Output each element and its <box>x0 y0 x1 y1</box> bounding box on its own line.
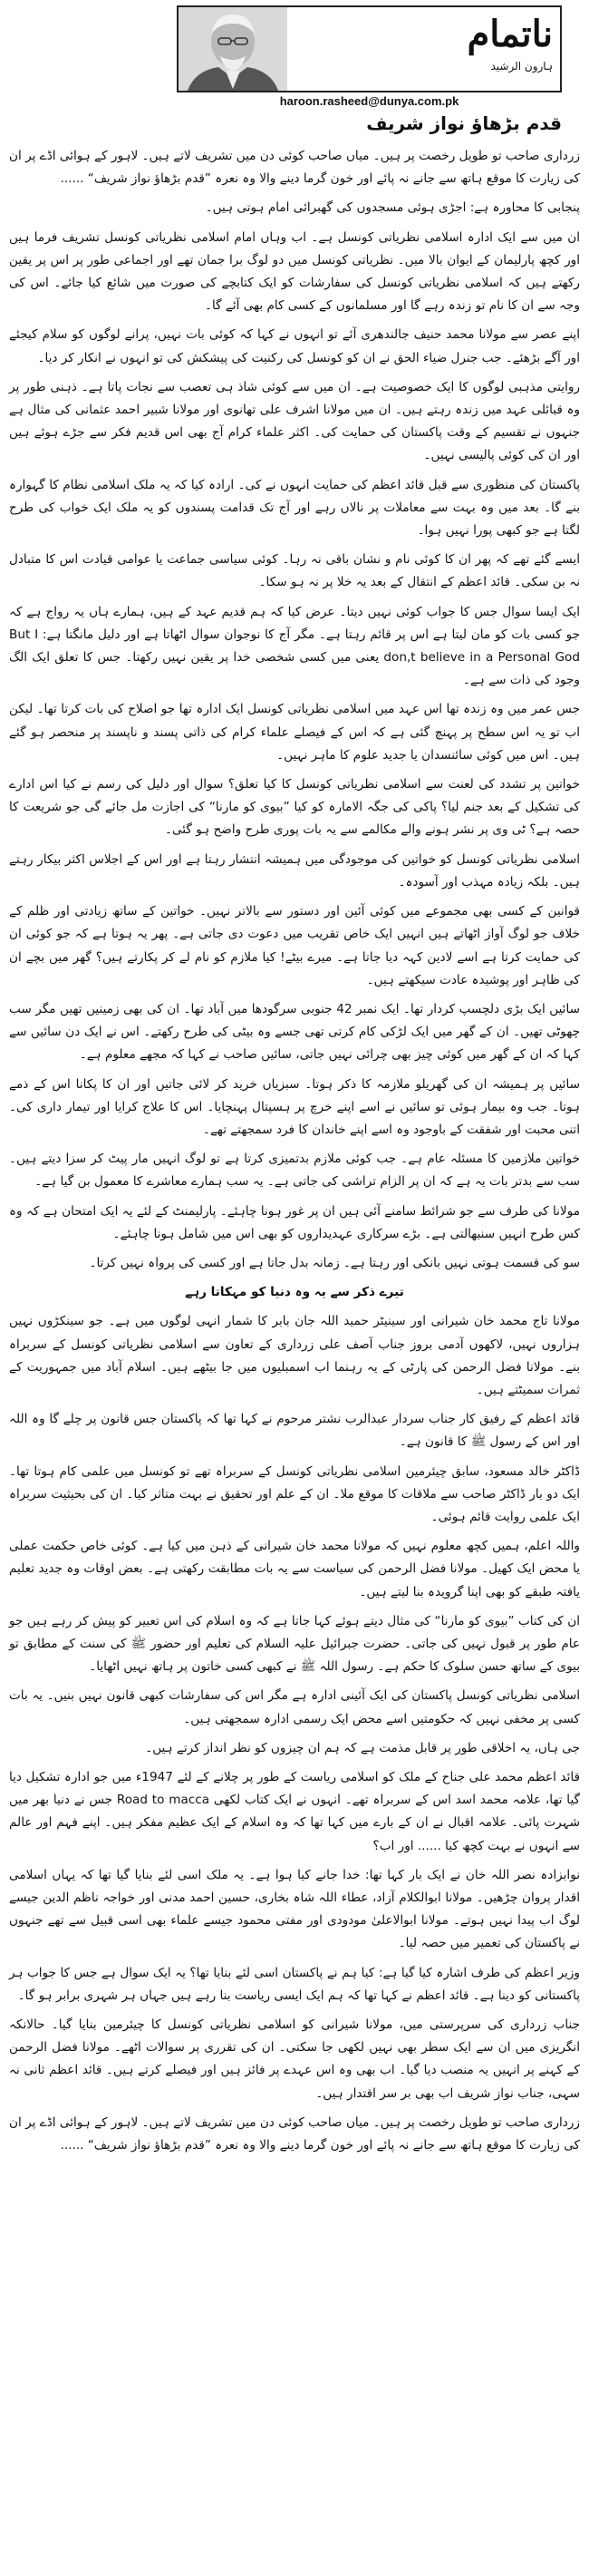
column-headline: قدم بڑھاؤ نواز شریف <box>366 112 562 134</box>
author-portrait-drawing <box>179 7 287 91</box>
article-paragraph: سائیں ایک بڑی دلچسپ کردار تھا۔ ایک نمبر 42 جنوبی سرگودھا میں آباد تھا۔ ان کی بھی زمینیں تھیں مگر سب چھوٹی تھیں۔ ان کے گھر میں ایک لڑکی کام کرتی تھی جسے وہ بیٹی کی طرح رکھتے۔ اس نے ایک دن سائیں سے کہا کہ ان کے گھر میں کوئی چیز بھی چرائی نہیں جاتی، سائیں صاحب نے کہا کہ مجھے معلوم ہے۔ <box>9 1001 580 1063</box>
article-paragraph: ایسے گئے تھے کہ پھر ان کا کوئی نام و نشان باقی نہ رہا۔ کوئی سیاسی جماعت یا عوامی قیادت اس کا متبادل نہ بن سکی۔ قائد اعظم کے انتقال کے بعد یہ خلا پر نہ ہو سکا۔ <box>9 552 580 590</box>
poetry-couplet: تیرے ذکر سے یہ وہ دنیا کو مہکاتا رہے <box>185 1285 404 1300</box>
article-paragraph: مولانا تاج محمد خان شیرانی اور سینیٹر حمید اللہ جان بابر کا شمار انہی لوگوں میں ہے۔ جو سینکڑوں نہیں ہزاروں نہیں، لاکھوں آدمی بروز جناب آصف علی زرداری کے تعاون سے اسلامی نظریاتی کونسل کے سربراہ بنے۔ مولانا فضل الرحمن کی پارٹی کے یہ رہنما اب اسمبلیوں میں جا بیٹھے ہیں۔ اسلام آباد میں جمہوریت کے ثمرات سمیٹتے ہیں۔ <box>9 1314 580 1397</box>
author-name: ہارون الرشید <box>490 60 553 73</box>
article-paragraph: جناب زرداری کی سرپرستی میں، مولانا شیرانی کو اسلامی نظریاتی کونسل کا چیئرمین بنایا گیا۔ حالانکہ انگریزی میں ان سے ایک سطر بھی نہیں لکھی جا سکتی۔ ان کی تقرری پر سوالات اٹھے۔ مولانا فضل الرحمن کے کہنے پر انہیں یہ منصب دیا گیا۔ اب بھی وہ اس عہدے پر فائز ہیں اور فیصلے کرتے ہیں۔ قائد اعظم ثانی نہ سہی، جناب نواز شریف اب بھی بر سر اقتدار ہیں۔ <box>9 2017 580 2101</box>
article-paragraph: مولانا کی طرف سے جو شرائط سامنے آئی ہیں ان پر غور ہونا چاہئے۔ پارلیمنٹ کے لئے یہ ایک امتحان ہے کہ وہ کس طرح انہیں سنبھالتی ہے۔ بڑے سرکاری عہدیداروں کو بھی اس میں شامل ہونا چاہئے۔ <box>9 1203 580 1241</box>
article-paragraph: ان کی کتاب ”بیوی کو مارنا“ کی مثال دیتے ہوئے کہا جاتا ہے کہ وہ اسلام کی اس تعبیر کو پیش کر رہے ہیں جو عام طور پر قبول نہیں کی جاتی۔ حضرت جبرائیل علیہ السلام کی تعلیم اور حضور ﷺ کی سنت کے مطابق تو بیوی کے ساتھ حسن سلوک کا حکم ہے۔ رسول اللہ ﷺ نے کبھی کسی خاتون پر ہاتھ نہیں اٹھایا۔ <box>9 1613 580 1675</box>
article-paragraph: خواتین پر تشدد کی لعنت سے اسلامی نظریاتی کونسل کا کیا تعلق؟ سوال اور دلیل کی رسم نے کیا اس ادارے کی تشکیل کے بعد جنم لیا؟ پاکی کی جگہ الامارہ کو کیا ”بیوی کو مارنا“ کی اجازت مل جائے گی جو شریعت کا حصہ ہے؟ ٹی وی پر نشر ہونے والے مکالمے سے یہ بات پوری طرح واضح ہو گئی۔ <box>9 777 580 838</box>
article-paragraph: وزیر اعظم کی طرف اشارہ کیا گیا ہے: کیا ہم نے پاکستان اسی لئے بنایا تھا؟ یہ ایک سوال ہے جس کا جواب ہر پاکستانی کو دینا ہے۔ قائد اعظم نے کہا تھا کہ ہم ایک ایسی ریاست بنا رہے ہیں جہاں ہر شہری برابر ہو گا۔ <box>9 1965 580 2003</box>
author-email[interactable]: haroon.rasheed@dunya.com.pk <box>279 94 459 108</box>
article-paragraph: خواتین ملازمین کا مسئلہ عام ہے۔ جب کوئی ملازم بدتمیزی کرتا ہے تو لوگ انہیں مار پیٹ کر سزا دیتے ہیں۔ سب سے بدتر بات یہ ہے کہ ان پر الزام تراشی کی جاتی ہے۔ یہ سب ہمارے معاشرے کا معمول بن گیا ہے۔ <box>9 1152 580 1190</box>
article-body <box>9 145 580 2157</box>
article-paragraph: سو کی قسمت ہوتی نہیں بانکی اور رہتا ہے۔ زمانہ بدل جاتا ہے اور کسی کی پرواہ نہیں کرتا۔ <box>89 1255 580 1270</box>
article-paragraph: واللہ اعلم، ہمیں کچھ معلوم نہیں کہ مولانا محمد خان شیرانی کے ذہن میں کیا ہے۔ کوئی خاص حکمت عملی یا محض ایک کھیل۔ مولانا فضل الرحمن کی سیاست سے یہ بات مطابقت رکھتی ہے۔ بعض اوقات وہ جدید تعلیم یافتہ طبقے کو بھی اپنا گرویدہ بنا لیتے ہیں۔ <box>9 1539 580 1599</box>
column-masthead <box>177 5 562 92</box>
article-paragraph: پاکستان کی منظوری سے قبل قائد اعظم کی حمایت انہوں نے کی۔ ارادہ کیا کہ یہ ملک اسلامی نظام کا گہوارہ بنے گا۔ بعد میں وہ بہت سے معاملات پر نالاں رہے اور آج تک قدامت پسندوں کو یہ ملک ایک خواب کی طرح لگتا ہے جو کبھی پورا نہیں ہوا۔ <box>9 477 580 539</box>
article-paragraph: نوابزادہ نصر اللہ خان نے ایک بار کہا تھا: خدا جانے کیا ہوا ہے۔ یہ ملک اسی لئے بنایا گیا تھا کہ یہاں اسلامی اقدار پروان چڑھیں۔ مولانا ابوالکلام آزاد، عطاء اللہ شاہ بخاری، حسین احمد مدنی اور خواجہ ناظم الدین جیسے لوگ اب پیدا نہیں ہوتے۔ مولانا ابوالاعلیٰ مودودی اور مفتی محمود جیسے علماء بھی اسی قبیل سے تھے جنہوں نے پاکستان کی تعمیر میں حصہ لیا۔ <box>9 1867 580 1951</box>
article-paragraph: قائد اعظم محمد علی جناح کے ملک کو اسلامی ریاست کے طور پر چلانے کے لئے 1947ء میں جو ادارہ تشکیل دیا گیا تھا، علامہ محمد اسد اس کے سربراہ تھے۔ انہوں نے ایک کتاب لکھی Road to macca جس نے دنیا بھر میں شہرت پائی۔ علامہ اقبال نے ان کے بارے میں کہا تھا کہ وہ اسلام کے ایک عظیم مفکر ہیں۔ اپنے فہم اور عالم سے انہوں نے بہت کچھ کیا ...... اور اب؟ <box>9 1770 581 1853</box>
article-paragraph: پنجابی کا محاورہ ہے: اجڑی ہوئی مسجدوں کی گھبرائی امام ہوتی ہیں۔ <box>205 200 580 216</box>
article-paragraph: ان میں سے ایک ادارہ اسلامی نظریاتی کونسل ہے۔ اب وہاں امام اسلامی نظریاتی کونسل تشریف فرما ہیں اور کچھ پارلیمان کے ایوان بالا میں۔ نظریاتی کونسل میں دو لوگ برا جمان تھے اور اجماعی طور پر اس پر یقین رکھتے ہیں کہ اسلامی نظریاتی کونسل کی سفارشات کو ایک کتابچے کی صورت میں شائع کیا جائے۔ اس کی وجہ سے ان کا نام تو زندہ رہے گا اور مسلمانوں کے کسی کام بھی آئے گا۔ <box>9 229 580 314</box>
column-brand: ناتمام <box>467 13 553 55</box>
article-paragraph: جی ہاں، یہ اخلاقی طور پر قابل مذمت ہے کہ ہم ان چیزوں کو نظر انداز کرتے ہیں۔ <box>145 1740 580 1755</box>
article-paragraph: زرداری صاحب تو طویل رخصت پر ہیں۔ میاں صاحب کوئی دن میں تشریف لاتے ہیں۔ لاہور کے ہوائی اڈے پر ان کی زیارت کا موقع ہاتھ سے جانے نہ پائے اور خون گرما دینے والا وہ نعرہ ”قدم بڑھاؤ نواز شریف“ ...... <box>9 2114 580 2153</box>
article-paragraph: ایک ایسا سوال جس کا جواب کوئی نہیں دیتا۔ عرض کیا کہ ہم قدیم عہد کے ہیں، ہمارے ہاں یہ رواج ہے کہ جو کسی بات کو مان لیتا ہے اس پر قائم رہتا ہے۔ مگر آج کا نوجوان سوال اٹھاتا ہے اور دلیل مانگتا ہے: But I don,t believe in a Personal God یعنی میں کسی شخصی خدا پر یقین نہیں رکھتا۔ جس کا تعلق ایک الگ وجود کی ذات سے ہے۔ <box>9 604 581 688</box>
article-paragraph: ڈاکٹر خالد مسعود، سابق چیئرمین اسلامی نظریاتی کونسل کے سربراہ تھے تو کونسل میں علمی کام ہوتا تھا۔ ایک دو بار ڈاکٹر صاحب سے ملاقات کا موقع ملا۔ ان کے علم اور تحقیق نے بہت متاثر کیا۔ ان کی بحیثیت سربراہ ایک علمی روایت قائم ہوئی۔ <box>9 1463 580 1524</box>
article-paragraph: قائد اعظم کے رفیق کار جناب سردار عبدالرب نشتر مرحوم نے کہا تھا کہ پاکستان جس قانون پر چلے گا وہ اللہ اور اس کے رسول ﷺ کا قانون ہے۔ <box>9 1412 580 1450</box>
article-paragraph: زرداری صاحب تو طویل رخصت پر ہیں۔ میاں صاحب کوئی دن میں تشریف لاتے ہیں۔ لاہور کے ہوائی اڈے پر ان کی زیارت کا موقع ہاتھ سے جانے نہ پائے اور خون گرما دینے والا وہ نعرہ ”قدم بڑھاؤ نواز شریف“ ...... <box>9 149 580 187</box>
article-paragraph: قوانین کے کسی بھی مجموعے میں کوئی آئین اور دستور سے بالاتر نہیں۔ خواتین کے ساتھ زیادتی اور ظلم کے خلاف جو لوگ آواز اٹھاتے ہیں انہیں ایک خاص تقریب میں دعوت دی جاتی ہے۔ پھر یہ ہوتا ہے کہ جو کوئی ان کی حمایت کرتا ہے اسے لادین کہہ دیا جاتا ہے۔ میرے بیٹے! کیا ملازم کو نام لے کر پکارتے ہیں؟ گھر میں بچے ان کی ظاہر اور پوشیدہ عادت سیکھتے ہیں۔ <box>9 904 580 987</box>
article-paragraph: روایتی مذہبی لوگوں کا ایک خصوصیت ہے۔ ان میں سے کوئی شاذ ہی تعصب سے نجات پاتا ہے۔ ذہنی طور پر وہ قبائلی عہد میں زندہ رہتے ہیں۔ ان میں مولانا اشرف علی تھانوی اور مولانا شبیر احمد عثمانی کی مثال ہے جنہوں نے تقسیم کے وقت پاکستان کی حمایت کی۔ اکثر علماء کرام آج بھی اس قدیم فکر سے جڑے ہوئے ہیں اور ان کی کوئی پالیسی نہیں۔ <box>9 379 580 463</box>
article-paragraph: اپنے عصر سے مولانا محمد حنیف جالندھری آئے تو انہوں نے کہا کہ کوئی بات نہیں، پرانے لوگوں کو سلام کیجئے اور آگے بڑھئے۔ جب جنرل ضیاء الحق نے ان کو کونسل کی رکنیت کی پیشکش کی تو انہوں نے انکار کر دیا۔ <box>9 327 580 365</box>
article-paragraph: اسلامی نظریاتی کونسل کو خواتین کی موجودگی میں ہمیشہ انتشار رہتا ہے اور اس کے اجلاس اکثر بیکار رہتے ہیں۔ بلکہ زیادہ مہذب اور آسودہ۔ <box>9 851 580 889</box>
article-paragraph: سائیں پر ہمیشہ ان کی گھریلو ملازمہ کا ذکر ہوتا۔ سبزیاں خرید کر لائی جاتیں اور ان کا پکانا اس کے ذمے ہوتا۔ جب وہ بیمار ہوئی تو سائیں نے اسے اپنے خرچ پر ہسپتال پہنچایا۔ اس کا علاج کرایا اور تیمار داری کی۔ اتنی محبت اور شفقت کے باوجود وہ اسے اپنے خاندان کا فرد سمجھتے تھے۔ <box>9 1076 580 1137</box>
author-portrait <box>179 7 287 91</box>
article-paragraph: جس عمر میں وہ زندہ تھا اس عہد میں اسلامی نظریاتی کونسل ایک ادارہ تھا جو اصلاح کی بات کرتا تھا۔ لیکن اب تو یہ اس سطح پر پہنچ گئی ہے کہ اس کے فیصلے علماء کرام کی ذاتی پسند و ناپسند پر منحصر ہو گئے ہیں۔ اس میں کوئی سائنسدان یا جدید علوم کا ماہر نہیں۔ <box>9 702 580 763</box>
column-header <box>0 0 589 141</box>
article-paragraph: اسلامی نظریاتی کونسل پاکستان کی ایک آئینی ادارہ ہے مگر اس کی سفارشات کبھی قانون نہیں بنیں۔ یہ بات کسی پر مخفی نہیں کہ حکومتیں اسے محض ایک رسمی ادارہ سمجھتی ہیں۔ <box>9 1688 580 1726</box>
